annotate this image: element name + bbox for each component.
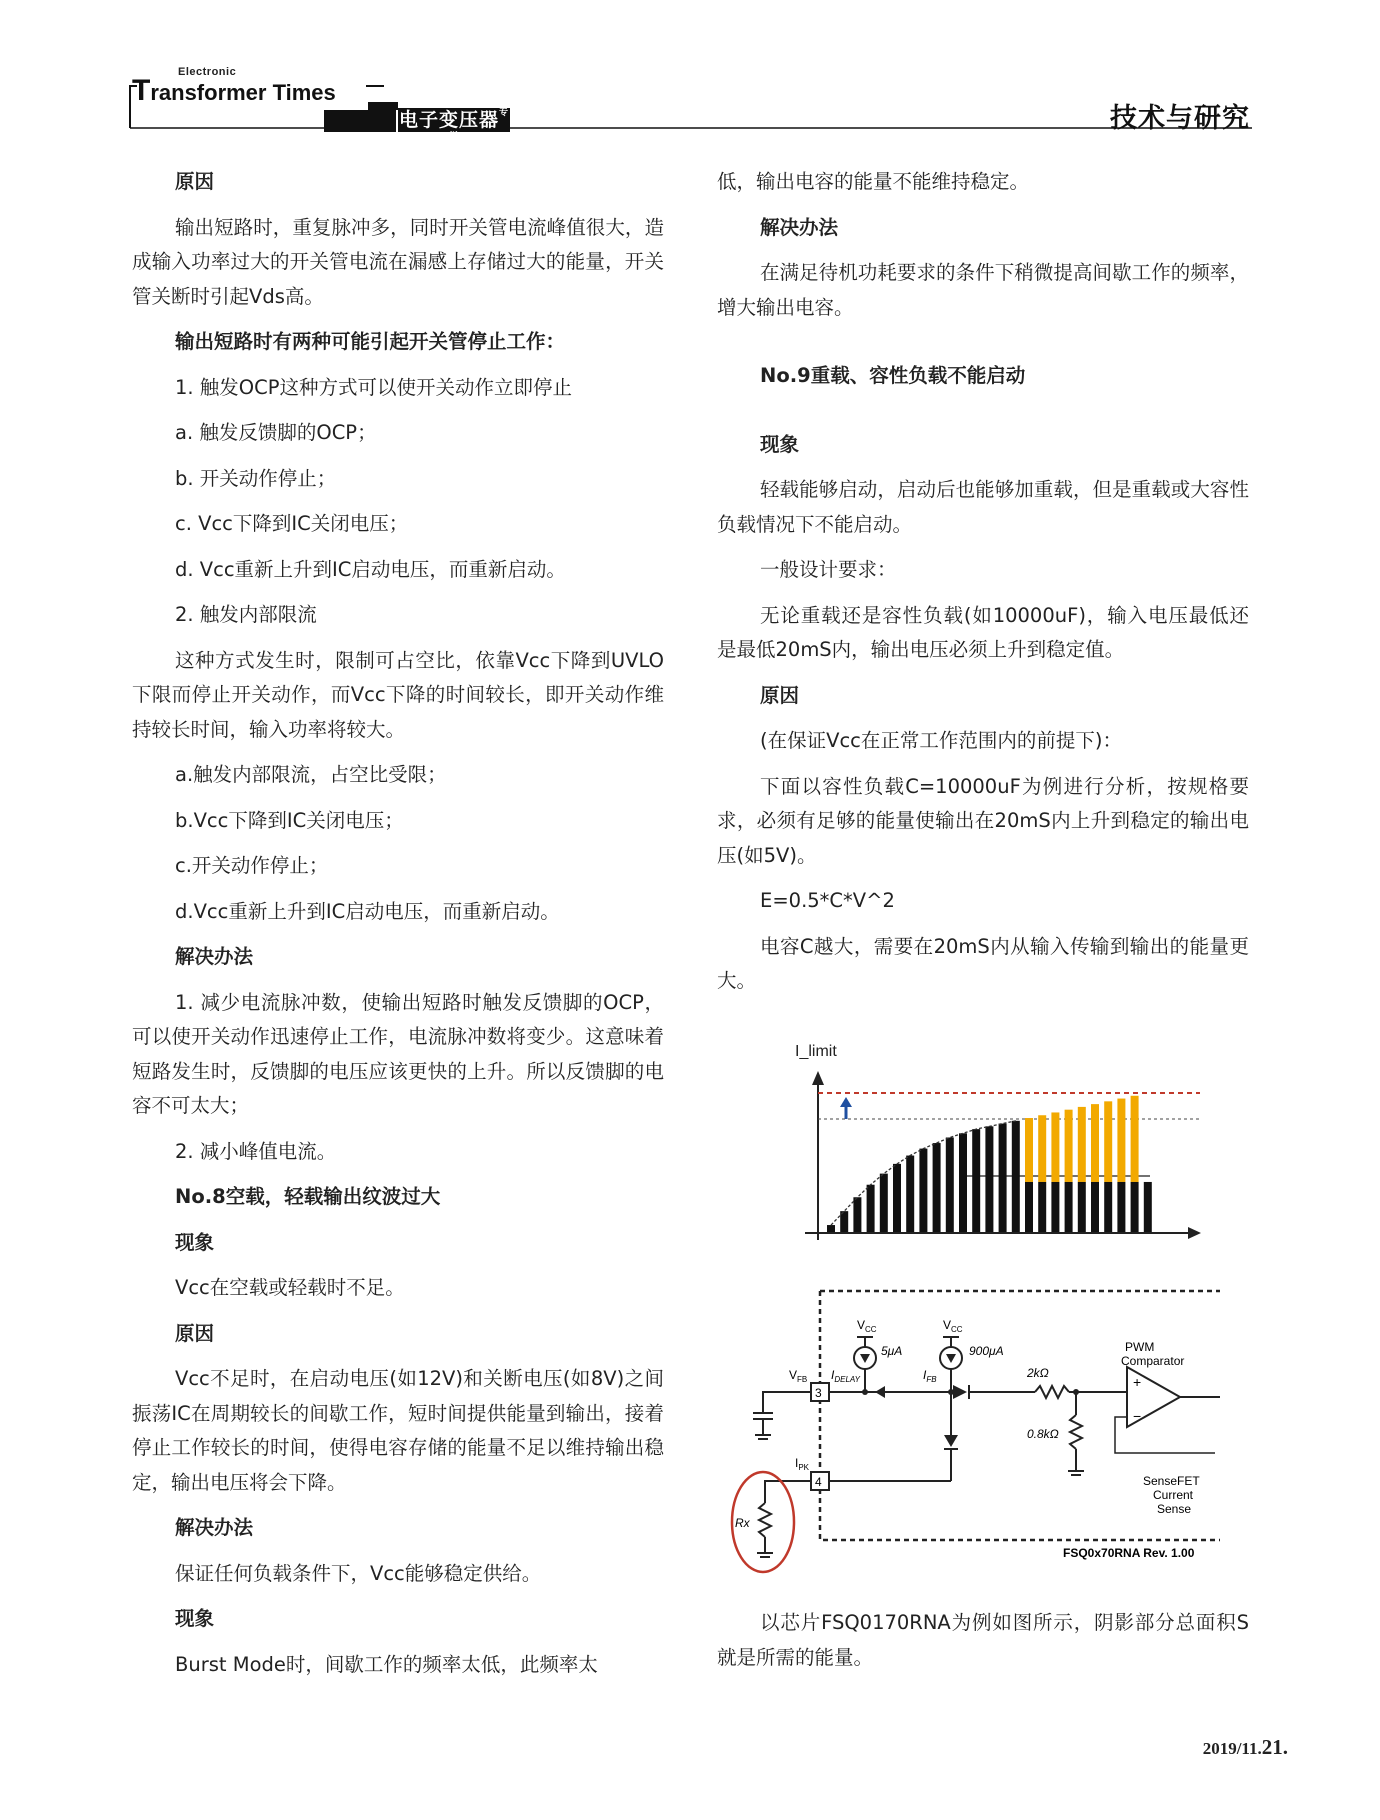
chart-x-arrow [1188, 1227, 1201, 1239]
right-column [717, 165, 1249, 1010]
chart-bar-excess [1051, 1112, 1059, 1182]
chart-bar-steady [1144, 1182, 1152, 1232]
left-column [132, 165, 664, 1693]
paragraph: a. 触发反馈脚的OCP； [175, 421, 377, 444]
brand-small-label: Electronic [178, 66, 237, 78]
brand-chinese-title [398, 108, 510, 142]
section-heading: 解决办法 [175, 945, 254, 968]
paragraph: Burst Mode时，间歇工作的频率太低，此频率太 [175, 1652, 598, 1676]
paragraph: 输出短路时，重复脉冲多，同时开关管电流峰值很大，造成输入功率过大的开关管电流在漏感上存储过大的能量，开关管关断时引起Vds高。 [132, 215, 664, 308]
chart-bar-steady [1104, 1182, 1112, 1232]
chart-bar [893, 1164, 901, 1232]
chart-bar-steady [1078, 1182, 1086, 1232]
paragraph: 在满足待机功耗要求的条件下稍微提高间歇工作的频率，增大输出电容。 [717, 261, 1249, 319]
rx-label: Rx [735, 1516, 750, 1530]
chart-ylabel: I_limit [795, 1043, 837, 1060]
page-footer [1203, 1735, 1288, 1760]
chart-bar-steady [1065, 1182, 1073, 1232]
section-heading: 输出短路时有两种可能引起开关管停止工作： [175, 330, 566, 353]
page-number: 21. [1261, 1735, 1288, 1759]
vcc-label-1: $V_{CC}$ [857, 1318, 877, 1334]
paragraph: 1. 触发OCP这种方式可以使开关动作立即停止 [175, 375, 573, 399]
chart-bar-excess [1038, 1115, 1046, 1182]
i-delay-value: 5μA [881, 1344, 903, 1358]
paragraph: Vcc在空载或轻载时不足。 [175, 1276, 405, 1299]
paragraph: Vcc不足时，在启动电压(如12V)和关断电压(如8V)之间振荡IC在周期较长的间歇工作，短时间提供能量到输出，接着停止工作较长的时间，使得电容存储的能量不足以维持输出稳定，输出电压将会下降。 [132, 1367, 664, 1494]
bus-diode-icon [953, 1385, 967, 1399]
chart-arrow-head [840, 1097, 852, 1107]
chart-bar-excess [1078, 1107, 1086, 1182]
resistor-0p8k-label: 0.8kΩ [1027, 1427, 1059, 1441]
svg-text:−: − [1133, 1408, 1142, 1424]
vfb-label: $V_{FB}$ [789, 1368, 808, 1384]
paragraph: 2. 触发内部限流 [175, 603, 317, 626]
chart-bar [827, 1225, 835, 1232]
paragraph: 2. 减小峰值电流。 [175, 1139, 337, 1163]
schematic-caption: FSQ0x70RNA Rev. 1.00 [1063, 1546, 1195, 1560]
rx-resistor-icon [759, 1503, 771, 1537]
paragraph: d.Vcc重新上升到IC启动电压，而重新启动。 [175, 899, 560, 923]
vcc-label-2: $V_{CC}$ [943, 1318, 963, 1334]
chart-bar [959, 1133, 967, 1232]
section-heading: 原因 [760, 683, 800, 707]
issue-date: 2019/11. [1202, 1739, 1262, 1758]
chart-bar [972, 1129, 980, 1232]
paragraph: (在保证Vcc在正常工作范围内的前提下)： [760, 729, 1122, 752]
section-heading: 原因 [175, 1321, 215, 1345]
paragraph: 下面以容性负载C=10000uF为例进行分析，按规格要求，必须有足够的能量使输出在20mS内上升到稳定的输出电压(如5V)。 [717, 774, 1249, 867]
paragraph: 低，输出电容的能量不能维持稳定。 [717, 170, 1030, 193]
chart-bar [999, 1124, 1007, 1232]
paragraph: 1. 减少电流脉冲数，使输出短路时触发反馈脚的OCP，可以使开关动作迅速停止工作，电流脉冲数将变少。这意味着短路发生时，反馈脚的电压应该更快的上升。所以反馈脚的电容不可太大； [132, 990, 664, 1117]
paragraph: 这种方式发生时，限制可占空比，依靠Vcc下降到UVLO下限而停止开关动作，而Vcc下降的时间较长，即开关动作维持较长时间，输入功率将较大。 [132, 648, 664, 741]
chart-bar [1012, 1121, 1020, 1232]
paragraph: c.开关动作停止； [175, 854, 329, 877]
i-fb-label: $I_{FB}$ [923, 1368, 937, 1384]
ipk-label: $I_{PK}$ [795, 1456, 810, 1472]
chart-bar-steady [1038, 1182, 1046, 1232]
paragraph: b.Vcc下降到IC关闭电压； [175, 808, 404, 832]
chart-bar-excess [1025, 1118, 1033, 1182]
chart-bar [867, 1185, 875, 1232]
i-fb-value: 900μA [969, 1344, 1004, 1358]
section-title: 技术与研究 [1110, 103, 1250, 134]
bus-arrow [875, 1386, 885, 1398]
chart-bar-excess [1104, 1101, 1112, 1182]
resistor-2k-icon [1035, 1386, 1069, 1398]
paragraph: 一般设计要求： [760, 558, 897, 581]
section-heading: No.9重载、容性负载不能启动 [760, 364, 1026, 387]
section-heading: 现象 [760, 432, 800, 456]
paragraph: 保证任何负载条件下，Vcc能够稳定供给。 [175, 1561, 542, 1585]
chart-bar-steady [1117, 1182, 1125, 1232]
resistor-2k-label: 2kΩ [1027, 1366, 1049, 1380]
chart-bar [985, 1126, 993, 1232]
pin4-label: 4 [815, 1475, 822, 1489]
clamp-diode-icon [944, 1435, 958, 1447]
paragraph: E=0.5*C*V^2 [760, 889, 895, 912]
pwm-line2: Comparator [1121, 1354, 1185, 1368]
chart-bar-steady [1051, 1182, 1059, 1232]
paragraph: 以芯片FSQ0170RNA为例如图所示，阴影部分总面积S就是所需的能量。 [717, 1611, 1249, 1669]
paragraph: b. 开关动作停止； [175, 466, 337, 490]
brand-rest: ransformer Times [150, 80, 336, 105]
chart-bar-steady [1131, 1182, 1139, 1232]
pwm-line1: PWM [1125, 1340, 1155, 1354]
paragraph: c. Vcc下降到IC关闭电压； [175, 512, 409, 535]
paragraph: 无论重载还是容性负载(如10000uF)，输入电压最低还是最低20mS内，输出电压必须上升到稳定值。 [717, 603, 1249, 661]
pin3-label: 3 [815, 1386, 822, 1400]
paragraph: a.触发内部限流，占空比受限； [175, 763, 447, 786]
section-heading: No.8空载，轻载输出纹波过大 [175, 1185, 441, 1208]
sense-line3: Sense [1157, 1502, 1192, 1516]
section-heading: 解决办法 [760, 215, 839, 239]
chart-bar [919, 1149, 927, 1232]
header-rule [128, 80, 1260, 132]
feedback-circuit-schematic [715, 1285, 1235, 1575]
paragraph: 电容C越大，需要在20mS内从输入传输到输出的能量更大。 [717, 934, 1249, 992]
brand-initial: T [132, 74, 151, 107]
svg-text:+: + [1133, 1374, 1142, 1390]
chart-bar-steady [1025, 1182, 1033, 1232]
chart-bar [853, 1197, 861, 1232]
chart-bar-excess [1065, 1110, 1073, 1182]
brand-cn-tag: 专栏 [448, 108, 510, 142]
chart-bar [946, 1137, 954, 1232]
chart-bar-excess [1117, 1099, 1125, 1182]
section-heading: 现象 [175, 1230, 215, 1254]
sense-line1: SenseFET [1143, 1474, 1200, 1488]
paragraph: d. Vcc重新上升到IC启动电压，而重新启动。 [175, 557, 566, 581]
chart-bar-steady [1091, 1182, 1099, 1232]
right-column-tail [717, 1606, 1249, 1686]
current-limit-chart [795, 1035, 1215, 1250]
chart-bar [880, 1174, 888, 1232]
chart-bar [933, 1143, 941, 1232]
brand-cn-text: 电子变压器 [398, 109, 499, 131]
chart-y-arrow [812, 1071, 824, 1085]
section-heading: 原因 [175, 170, 215, 193]
paragraph: 轻载能够启动，启动后也能够加重载，但是重载或大容性负载情况下不能启动。 [717, 478, 1249, 536]
section-heading: 解决办法 [175, 1516, 254, 1539]
chart-bar-excess [1091, 1104, 1099, 1182]
chart-bar-excess [1131, 1096, 1139, 1182]
i-delay-label: $I_{DELAY}$ [831, 1368, 860, 1384]
section-heading: 现象 [175, 1607, 215, 1630]
chart-bar [906, 1156, 914, 1232]
resistor-0p8k-icon [1070, 1415, 1082, 1449]
sense-line2: Current [1153, 1488, 1194, 1502]
